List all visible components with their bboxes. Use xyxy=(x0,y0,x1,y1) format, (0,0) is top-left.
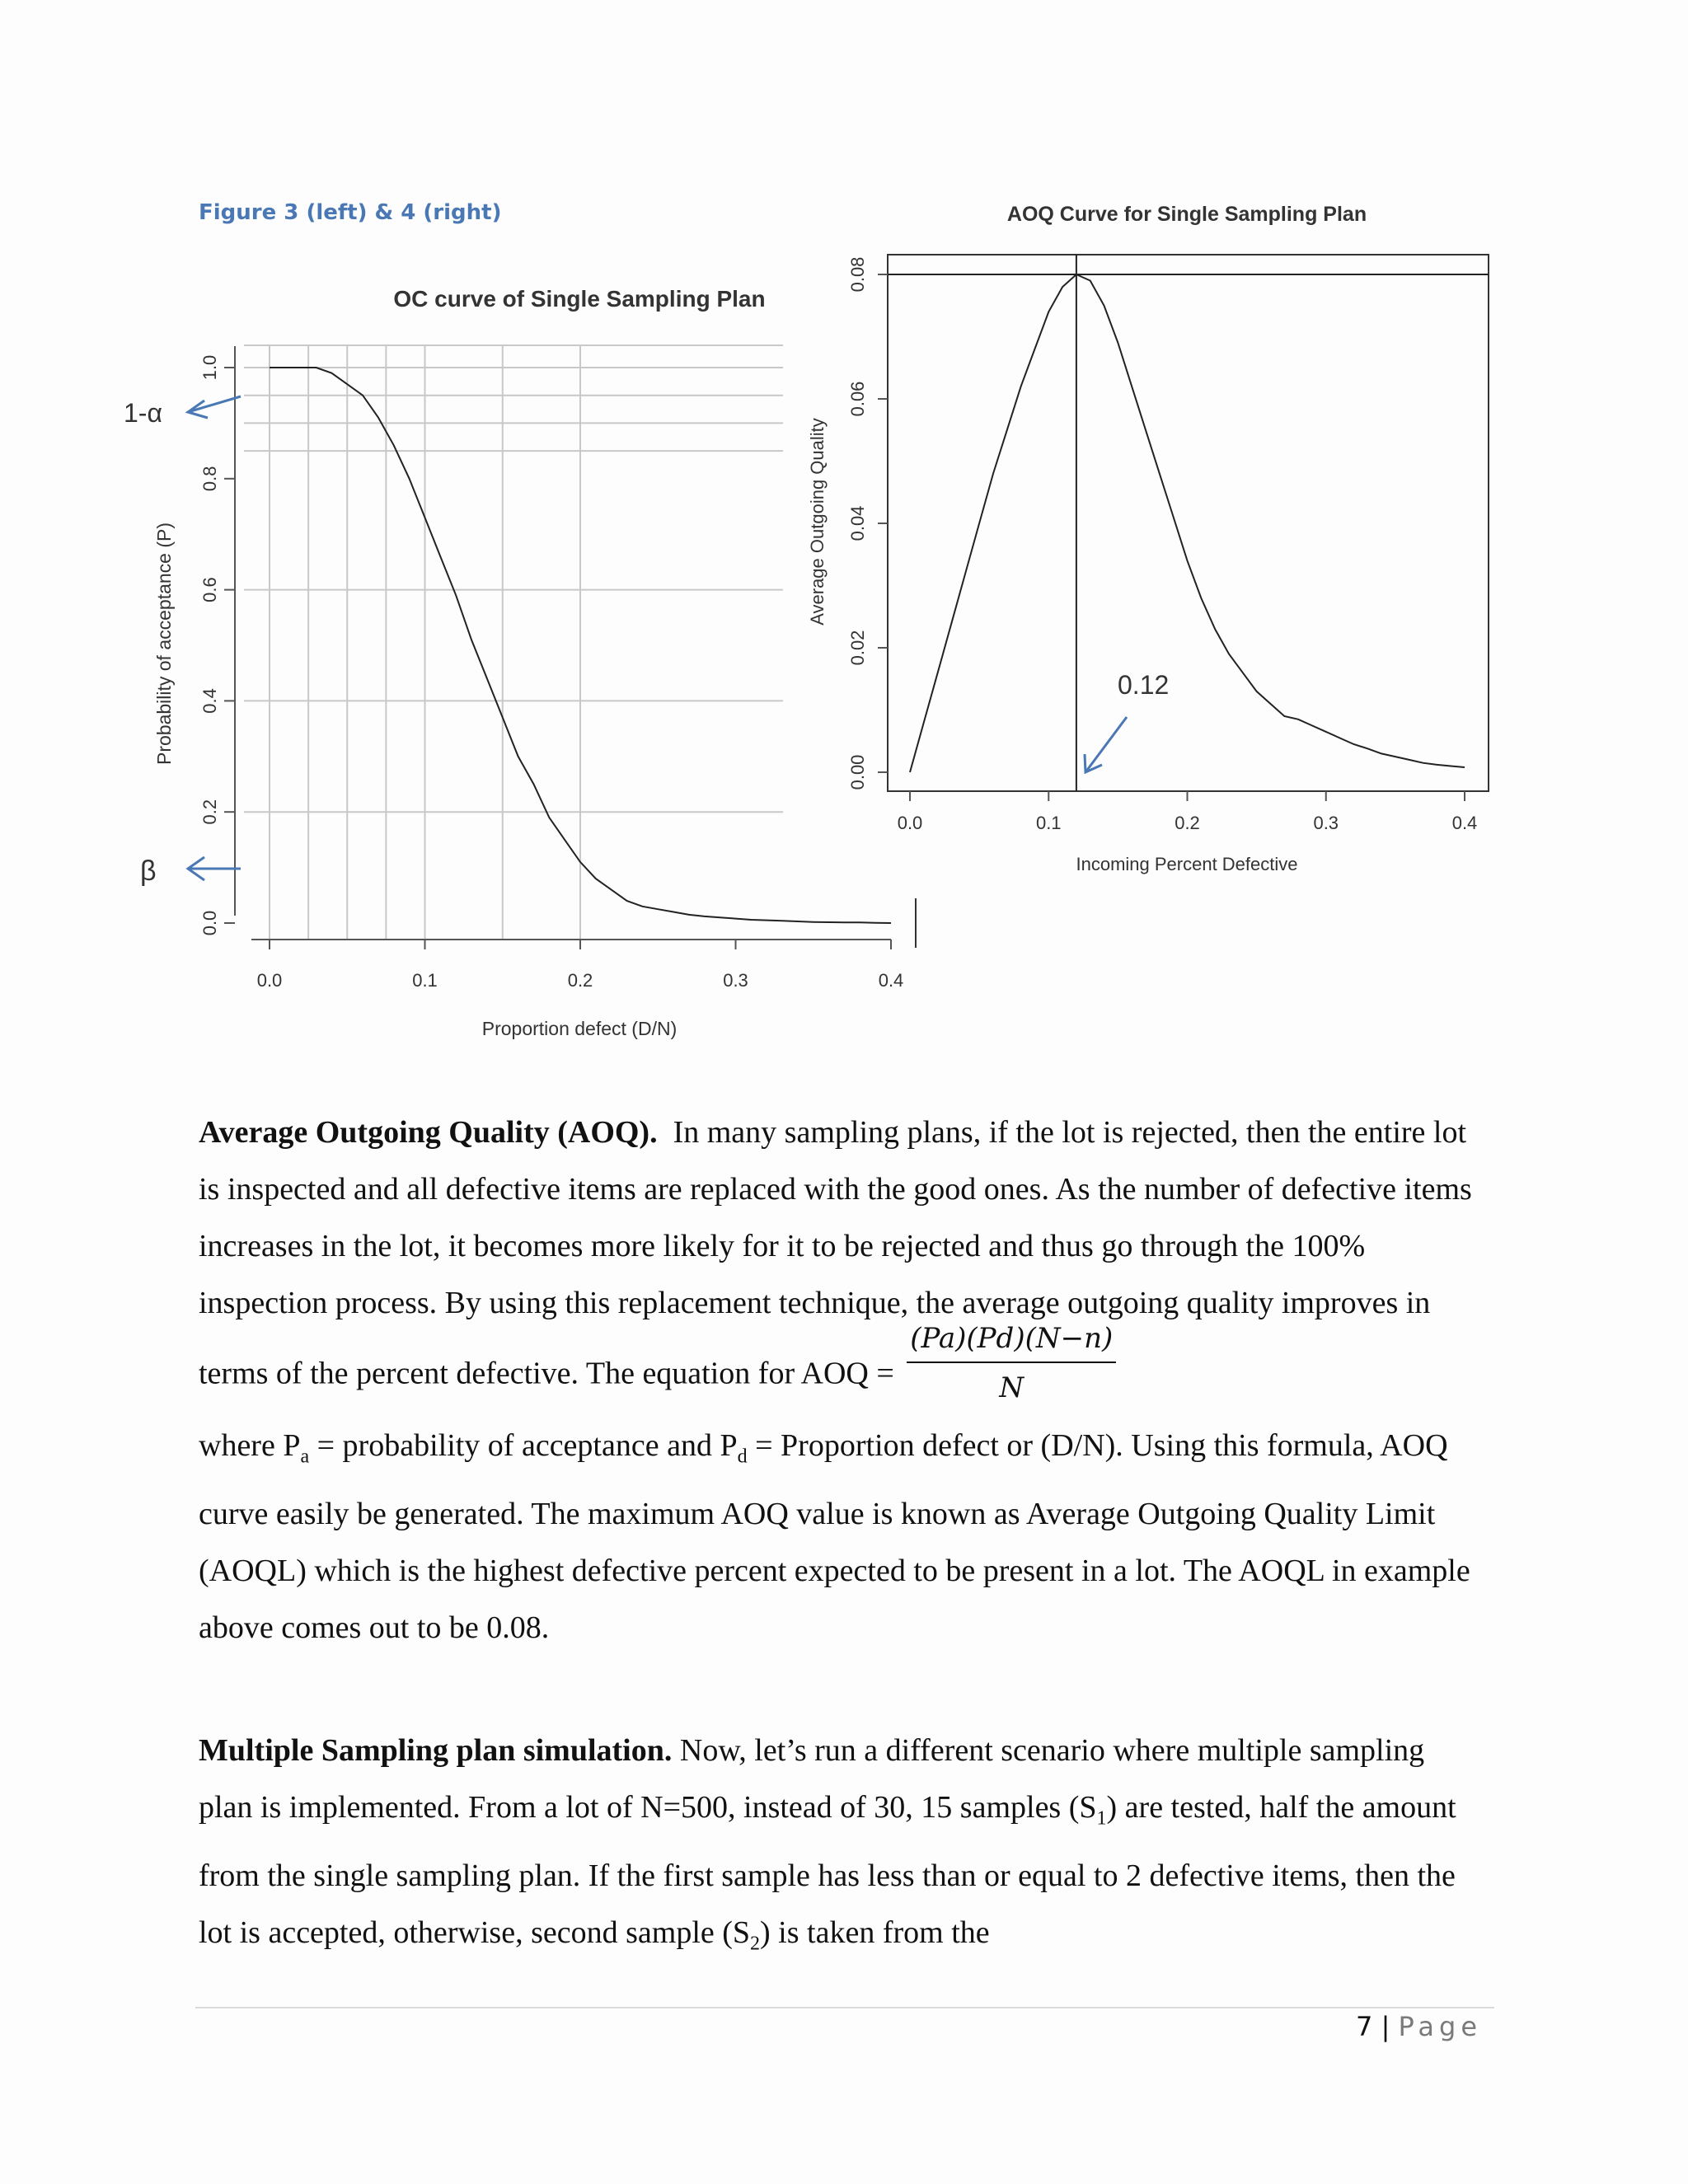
aoq-formula xyxy=(907,1319,1116,1408)
subscript-2: 2 xyxy=(750,1933,761,1955)
figures xyxy=(0,0,1688,1071)
footer-divider xyxy=(195,2007,1494,2008)
page-word: Page xyxy=(1398,2011,1482,2042)
aoq-y-tick-label: 0.08 xyxy=(847,256,868,293)
aoq-y-axis-label: Average Outgoing Quality xyxy=(807,418,828,626)
aoq-series-line xyxy=(910,274,1465,772)
oc-chart-title: OC curve of Single Sampling Plan xyxy=(393,286,766,312)
oc-y-ticks xyxy=(199,355,235,936)
oc-y-tick-label: 0.0 xyxy=(199,910,220,936)
multiple-sampling-text: Now, let’s run a different scenario where multiple sampling plan is implemented. From a lot of N=500, instead of 30, 15 samples (S xyxy=(199,1733,1425,1825)
annotation-beta: β xyxy=(140,855,157,887)
oc-y-tick-label: 1.0 xyxy=(199,354,220,381)
aoq-x-tick-label: 0.0 xyxy=(897,813,923,833)
beta-arrow-icon xyxy=(188,857,241,880)
oc-y-tick-label: 0.8 xyxy=(199,466,220,492)
page-separator: | xyxy=(1381,2011,1390,2042)
aoq-y-tick-label: 0.06 xyxy=(847,381,868,417)
oc-x-axis-label: Proportion defect (D/N) xyxy=(481,1018,678,1039)
oc-x-tick-label: 0.2 xyxy=(567,970,593,991)
aoq-paragraph xyxy=(199,1104,1484,1657)
aoq-x-tick-label: 0.4 xyxy=(1451,813,1478,833)
multiple-sampling-heading: Multiple Sampling plan simulation. xyxy=(199,1733,673,1768)
aoq-where-text-3: = Proportion defect or (D/N). Using this formula, AOQ curve easily be generated. The maximum AOQ value is known as Average Outgoing Quality Limit (AOQL) which is the highest defective percent expected to be present in a lot. The AOQL in example above comes out to be 0.08. xyxy=(199,1428,1470,1645)
aoq-chart xyxy=(807,203,1489,874)
oc-y-tick-label: 0.2 xyxy=(199,799,220,825)
aoq-x-tick-label: 0.2 xyxy=(1175,813,1200,833)
aoq-x-ticks xyxy=(898,791,1478,833)
oc-x-tick-label: 0.0 xyxy=(256,970,283,991)
oc-x-tick-label: 0.3 xyxy=(723,970,748,991)
aoq-y-ticks xyxy=(847,257,888,790)
oc-x-tick-label: 0.4 xyxy=(878,970,904,991)
aoq-where-text-2: = probability of acceptance and P xyxy=(309,1428,738,1463)
aoq-x-tick-label: 0.1 xyxy=(1035,813,1062,833)
aoq-x-axis-label: Incoming Percent Defective xyxy=(1076,854,1298,874)
subscript-d: d xyxy=(737,1446,748,1468)
oc-y-tick-label: 0.6 xyxy=(199,577,220,602)
oc-y-tick-label: 0.4 xyxy=(199,688,220,714)
oc-x-ticks xyxy=(257,898,916,991)
annotation-one-minus-alpha: 1-α xyxy=(124,398,162,428)
annotation-0-12: 0.12 xyxy=(1118,670,1170,700)
annotation-0-12-arrow-icon xyxy=(1085,717,1127,772)
aoq-text: In many sampling plans, if the lot is rejected, then the entire lot is inspected and all defective items are replaced with the good ones. As the number of defective items increases in the lot, it becomes more likely for it to be rejected and thus go through the 100% inspection process. By using this replacement technique, the average outgoing quality improves in terms of the percent defective. The equation for AOQ = xyxy=(199,1115,1472,1391)
figure-caption: Figure 3 (left) & 4 (right) xyxy=(199,200,502,225)
oc-chart xyxy=(124,286,916,1039)
subscript-1: 1 xyxy=(1096,1807,1107,1830)
aoq-formula-denominator: N xyxy=(999,1371,1025,1404)
aoq-x-tick-label: 0.3 xyxy=(1313,813,1339,833)
one-minus-alpha-arrow-icon xyxy=(188,396,241,418)
aoq-formula-numerator: (Pa)(Pd)(N−n) xyxy=(907,1319,1116,1363)
multiple-sampling-text-3: ) is taken from the xyxy=(760,1915,990,1950)
oc-grid xyxy=(244,344,783,940)
page-number: 7 xyxy=(1356,2011,1373,2042)
oc-y-axis-label: Probability of acceptance (P) xyxy=(153,522,175,766)
oc-x-tick-label: 0.1 xyxy=(412,970,438,991)
aoq-plot-box xyxy=(888,255,1489,791)
aoq-chart-title: AOQ Curve for Single Sampling Plan xyxy=(1006,203,1367,226)
aoq-heading: Average Outgoing Quality (AOQ). xyxy=(199,1115,658,1150)
aoq-where-text: where P xyxy=(199,1428,301,1463)
multiple-sampling-paragraph xyxy=(199,1722,1484,1972)
aoq-y-tick-label: 0.00 xyxy=(847,754,868,790)
aoq-y-tick-label: 0.02 xyxy=(847,630,868,666)
multiple-sampling-text-2: ) are tested, half the amount from the single sampling plan. If the first sample has less than or equal to 2 defective items, then the lot is accepted, otherwise, second sample (S xyxy=(199,1790,1456,1950)
subscript-a: a xyxy=(300,1446,310,1468)
aoq-y-tick-label: 0.04 xyxy=(847,505,868,541)
page-footer xyxy=(1356,2011,1482,2042)
